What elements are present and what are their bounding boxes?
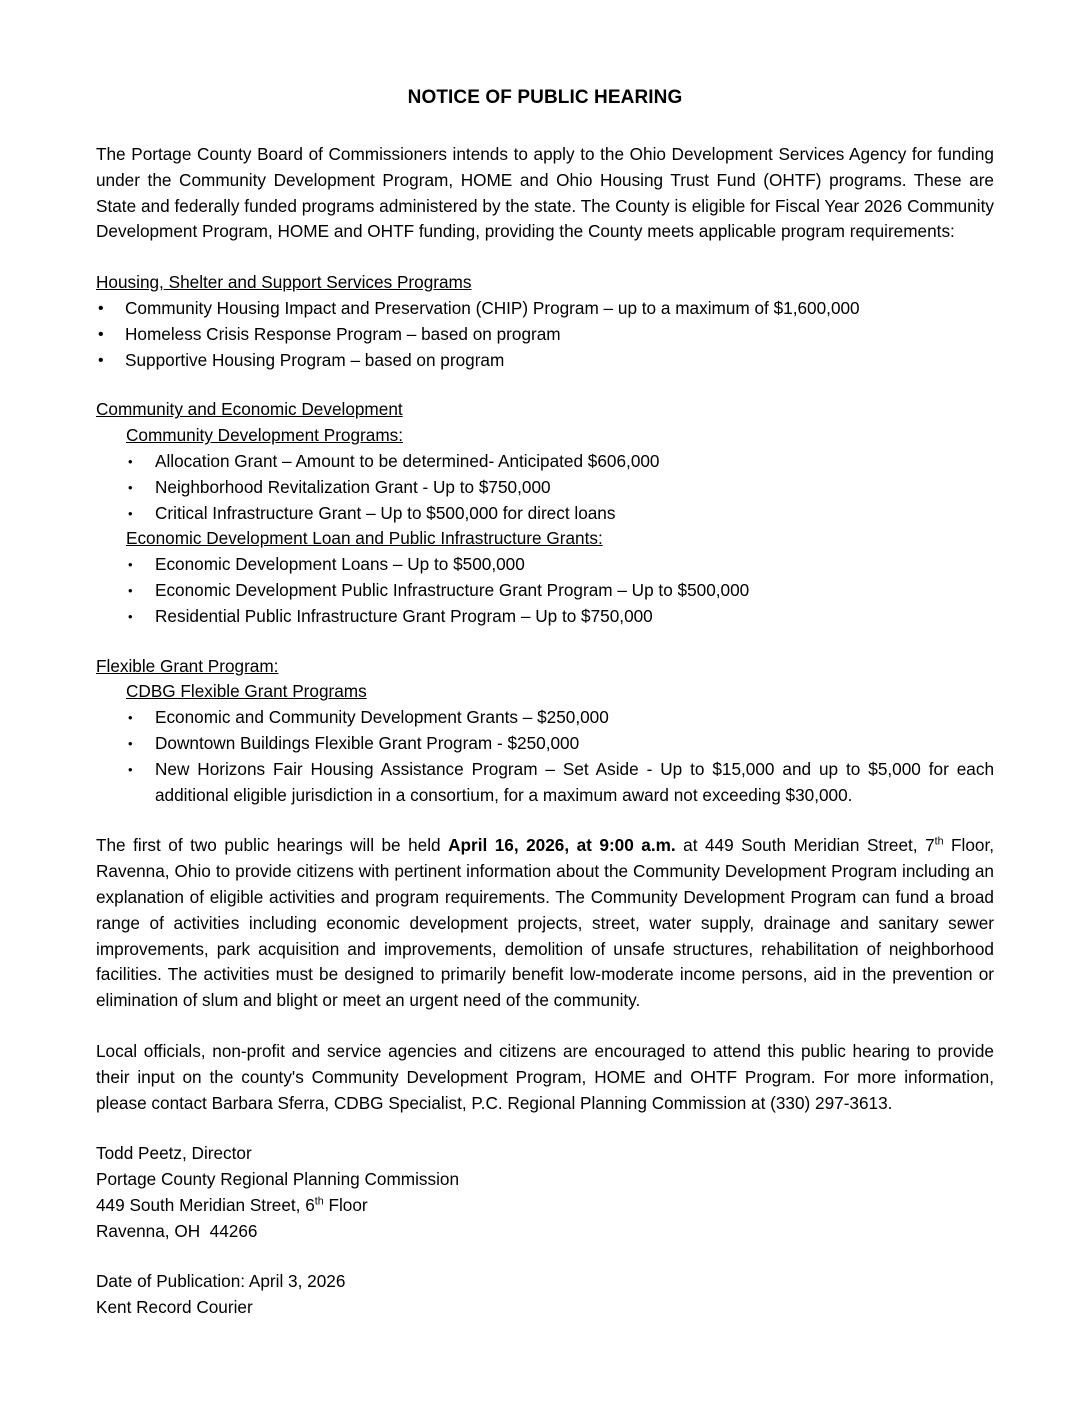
signature-address-street-suffix: Floor [323,1194,368,1215]
spacer [96,245,994,270]
subsection-heading-economic-development-loan-text: Economic Development Loan and Public Infrastructure Grants: [126,528,603,549]
signature-organization: Portage County Regional Planning Commission [96,1169,460,1190]
list-item: • Economic and Community Development Grants – $250,000 [126,705,994,731]
ordinal-suffix: th [314,1195,324,1208]
hearing-paragraph [96,833,994,1014]
list-item: • New Horizons Fair Housing Assistance Program – Set Aside - Up to $15,000 and up to $5,000 for each additional eligible jurisdiction in a consortium, for a maximum award not exceeding $30,000. [126,757,994,809]
publication-date: Date of Publication: April 3, 2026 [96,1271,346,1292]
list-item: • Economic Development Loans – Up to $500,000 [126,552,994,578]
section-heading-housing [96,270,994,296]
section-heading-community-economic [96,397,994,423]
bullet-list-housing [96,296,994,373]
list-item: • Neighborhood Revitalization Grant - Up to $750,000 [126,475,994,501]
publication-block [96,1269,994,1321]
page-title: NOTICE OF PUBLIC HEARING [407,87,683,108]
bullet-list-community-development [96,449,994,526]
ordinal-suffix: th [934,835,944,848]
signature-block [96,1141,994,1244]
hearing-datetime: April 16, 2026, at 9:00 a.m. [448,835,676,856]
signature-address-street [96,1193,994,1219]
publication-outlet: Kent Record Courier [96,1297,253,1318]
document-content [96,86,994,1321]
subsection-heading-community-development-text: Community Development Programs: [126,425,404,446]
spacer [96,1116,994,1141]
subsection-heading-cdbg-flexible [96,679,994,705]
spacer [96,1014,994,1039]
list-item: • Residential Public Infrastructure Grant Program – Up to $750,000 [126,604,994,630]
hearing-location-text: at 449 South Meridian Street, 7 [675,835,935,856]
subsection-heading-community-development [96,423,994,449]
section-heading-housing-text: Housing, Shelter and Support Services Programs [96,272,472,293]
hearing-body-text: Floor, Ravenna, Ohio to provide citizens with pertinent information about the Community Development Program including an explanation of eligible activities and program requirements. The Community Development Program can fund a broad range of activities including economic development projects, street, water supply, drainage and sanitary sewer improvements, park acquisition and improvements, demolition of unsafe structures, rehabilitation of neighborhood facilities. The activities must be designed to primarily benefit low-moderate income persons, aid in the prevention or elimination of slum and blight or meet an urgent need of the community. [96,835,995,1011]
list-item: • Homeless Crisis Response Program – based on program [96,322,994,348]
bullet-list-economic-development [96,552,994,629]
list-item: • Economic Development Public Infrastructure Grant Program – Up to $500,000 [126,578,994,604]
list-item: • Downtown Buildings Flexible Grant Program - $250,000 [126,731,994,757]
spacer [96,808,994,833]
hearing-lead-text: The first of two public hearings will be held [96,835,449,856]
intro-paragraph: The Portage County Board of Commissioners intends to apply to the Ohio Development Services Agency for funding under the Community Development Program, HOME and Ohio Housing Trust Fund (OHTF) programs. These are State and federally funded programs administered by the state. The County is eligible for Fiscal Year 2026 Community Development Program, HOME and OHTF funding, providing the County meets applicable program requirements: [96,144,994,242]
section-heading-community-economic-text: Community and Economic Development [96,399,403,420]
list-item: • Critical Infrastructure Grant – Up to $500,000 for direct loans [126,501,994,527]
signature-address-city: Ravenna, OH 44266 [96,1220,258,1241]
list-item: • Community Housing Impact and Preservation (CHIP) Program – up to a maximum of $1,600,000 [96,296,994,322]
list-item: • Supportive Housing Program – based on program [96,348,994,374]
signature-name-title: Todd Peetz, Director [96,1143,252,1164]
section-heading-flexible-grant [96,654,994,680]
contact-paragraph: Local officials, non-profit and service agencies and citizens are encouraged to attend this public hearing to provide their input on the county's Community Development Program, HOME and OHTF Program. For more information, please contact Barbara Sferra, CDBG Specialist, P.C. Regional Planning Commission at (330) 297-3613. [96,1040,994,1113]
signature-address-street-prefix: 449 South Meridian Street, 6 [96,1194,315,1215]
bullet-list-flexible-grant [96,705,994,808]
spacer [96,1244,994,1269]
section-heading-flexible-grant-text: Flexible Grant Program: [96,655,279,676]
spacer [96,373,994,397]
subsection-heading-economic-development-loan [96,526,994,552]
spacer [96,630,994,654]
list-item: • Allocation Grant – Amount to be determined- Anticipated $606,000 [126,449,994,475]
subsection-heading-cdbg-flexible-text: CDBG Flexible Grant Programs [126,681,367,702]
